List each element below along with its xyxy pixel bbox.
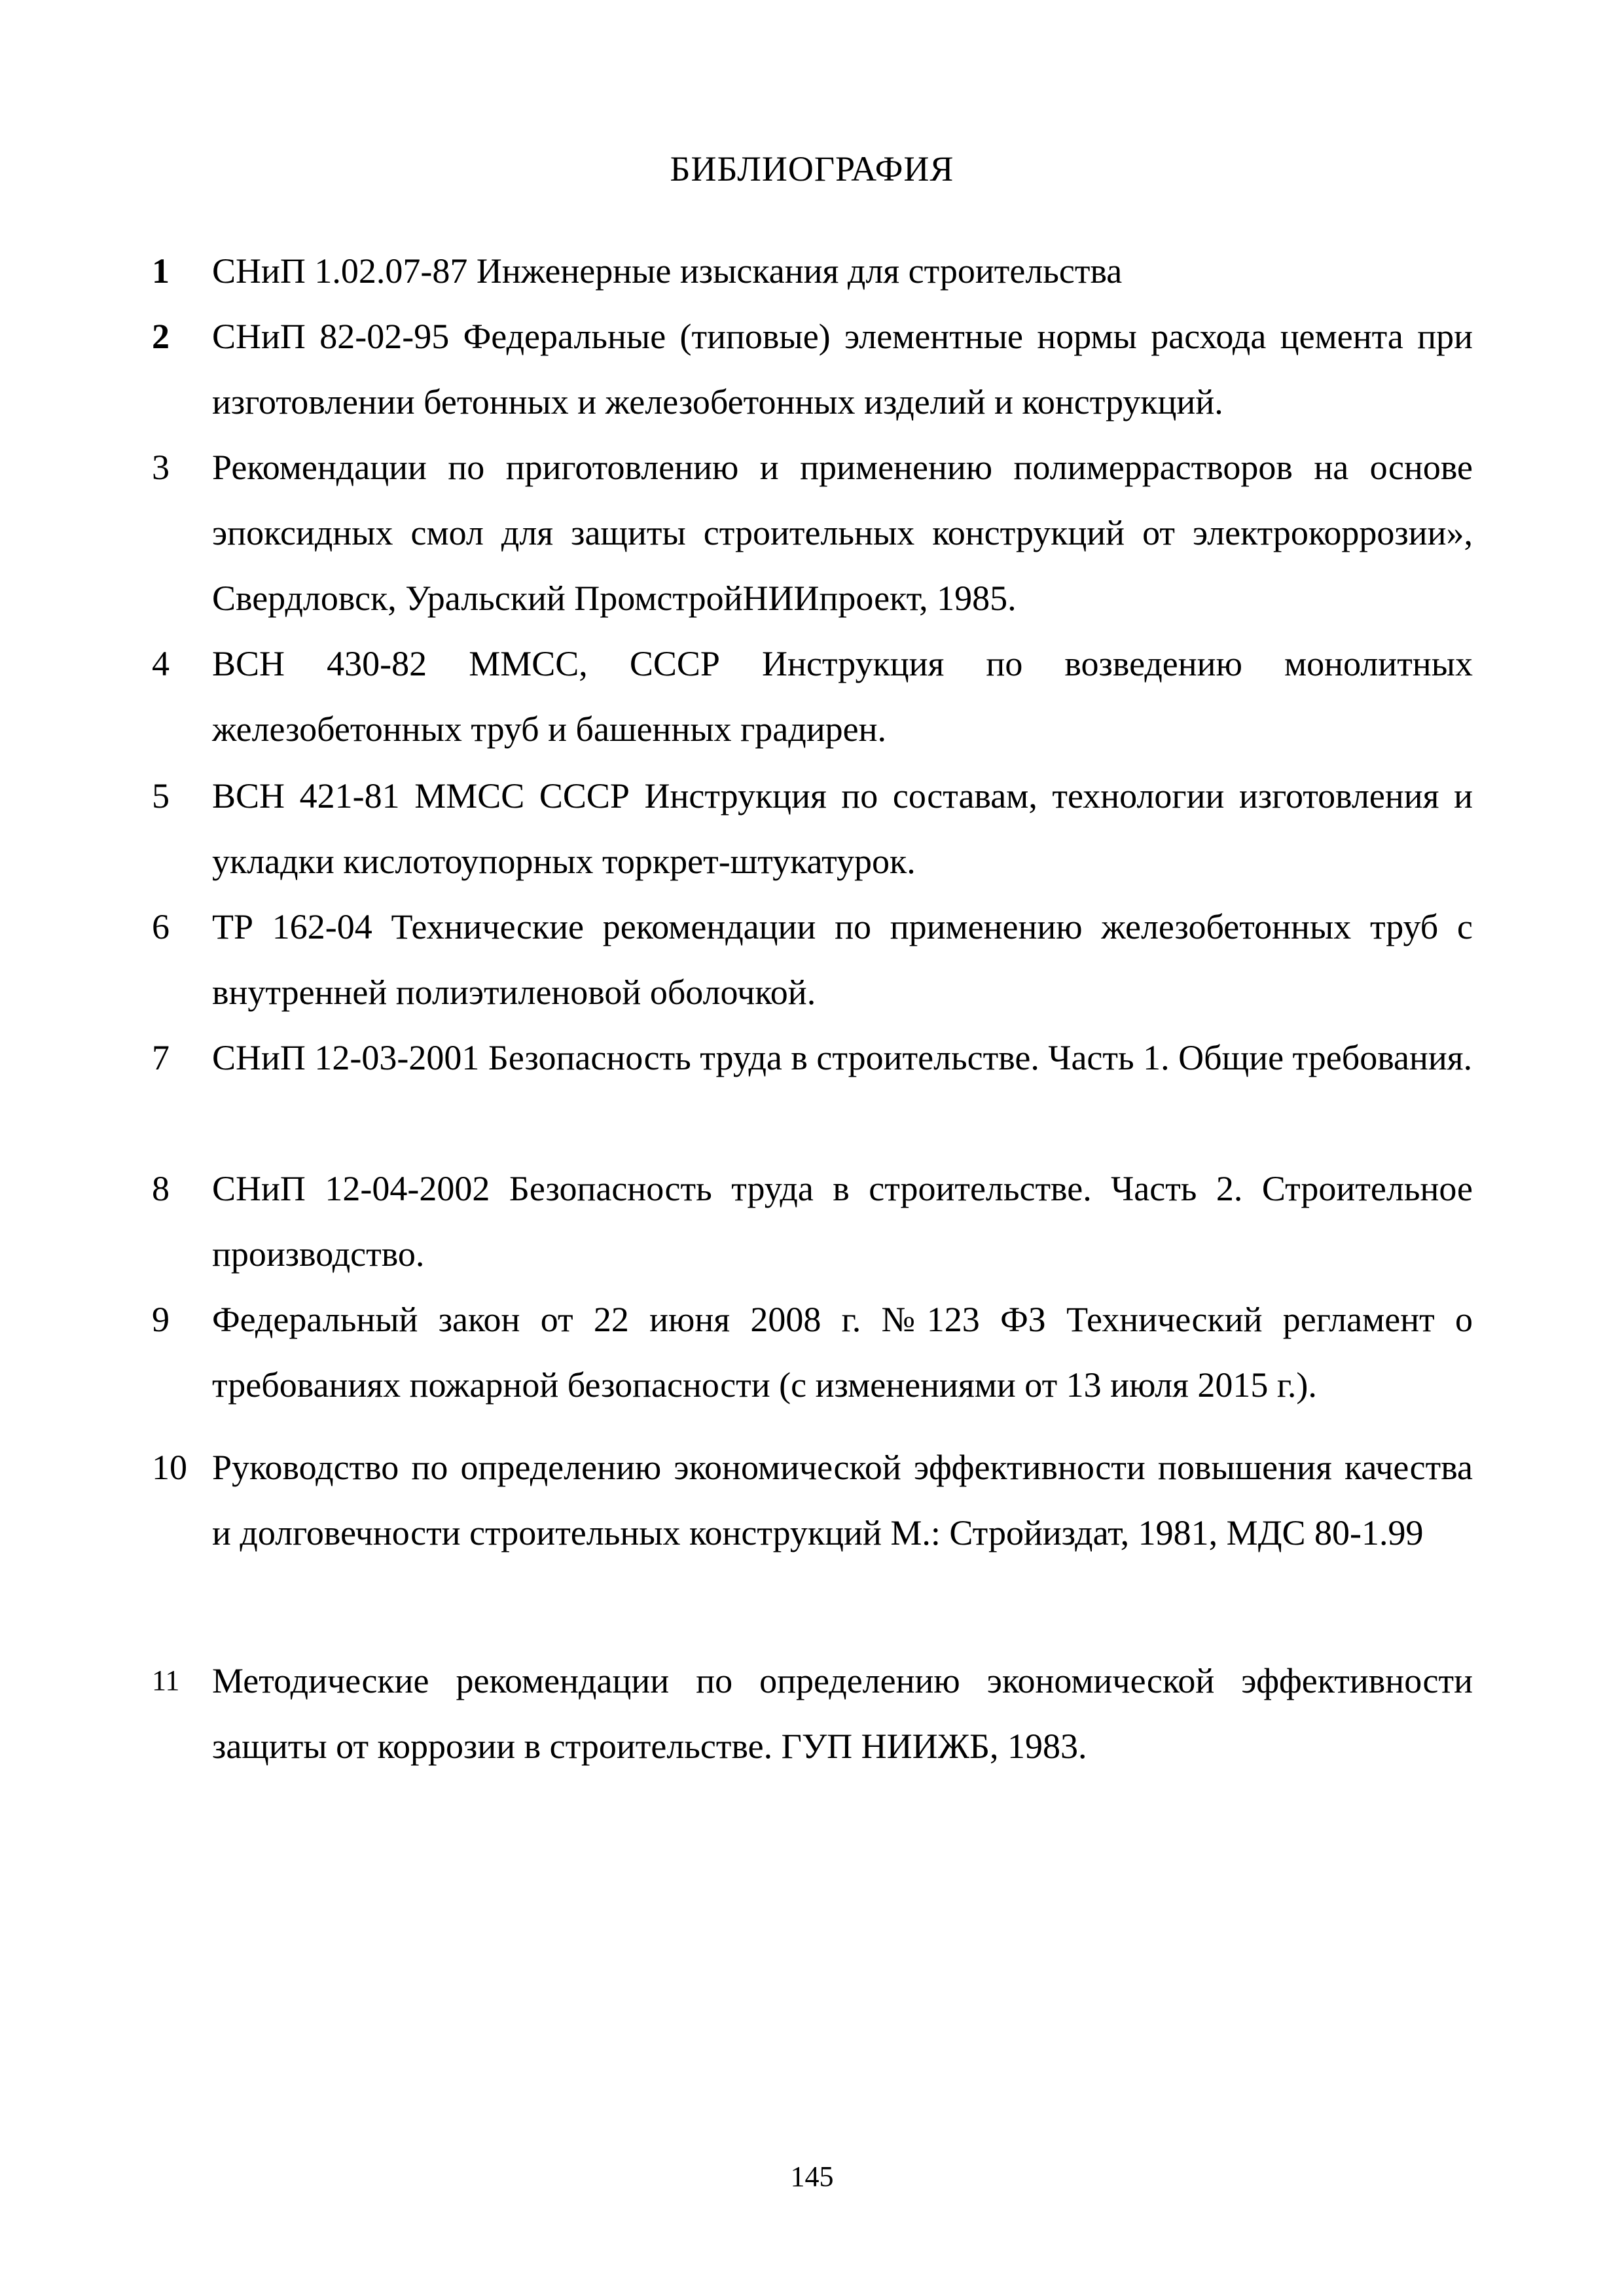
entry-text: СНиП 82-02-95 Федеральные (типовые) элементные нормы расхода цемента при изготовлении бетонных и железобетонных изделий и конструкций. [212, 317, 1473, 422]
entry-text: ТР 162-04 Технические рекомендации по применению железобетонных труб с внутренней полиэтиленовой оболочкой. [212, 907, 1473, 1012]
entry-number: 5 [152, 776, 170, 816]
entry-text: Федеральный закон от 22 июня 2008 г. №123 ФЗ Технический регламент о требованиях пожарной безопасности (с изменениями от 13 июля 2015 г.). [212, 1300, 1473, 1405]
entry-number: 7 [152, 1038, 170, 1077]
entry-number: 6 [152, 907, 170, 946]
entry-text: СНиП 1.02.07-87 Инженерные изыскания для строительства [212, 251, 1123, 291]
entry-text: Руководство по определению экономической эффективности повышения качества и долговечности строительных конструкций М.: Стройиздат, 1981, МДС 80-1.99 [212, 1448, 1473, 1552]
entry-number: 4 [152, 644, 170, 683]
bibliography-entry [152, 1435, 1473, 1566]
bibliography-entry [152, 894, 1473, 1025]
page-title: БИБЛИОГРАФИЯ [670, 149, 954, 188]
entry-text: Рекомендации по приготовлению и применению полимеррастворов на основе эпоксидных смол для защиты строительных конструкций от электрокоррозии», Свердловск, Уральский ПромстройНИИпроект, 1985. [212, 448, 1473, 618]
entry-number: 2 [152, 317, 170, 356]
entry-number: 3 [152, 448, 170, 487]
entry-number: 10 [152, 1448, 187, 1487]
bibliography-entry [152, 1025, 1473, 1090]
bibliography-entry [152, 631, 1473, 762]
bibliography-entry [152, 435, 1473, 631]
bibliography-entry [152, 304, 1473, 435]
bibliography-entry [152, 1156, 1473, 1287]
entry-text: ВСН 421-81 ММСС СССР Инструкция по составам, технологии изготовления и укладки кислотоупорных торкрет-штукатурок. [212, 776, 1473, 881]
bibliography-entry [152, 763, 1473, 894]
page-number: 145 [790, 2161, 834, 2193]
entry-text: Методические рекомендации по определению экономической эффективности защиты от коррозии в строительстве. ГУП НИИЖБ, 1983. [212, 1661, 1473, 1766]
entry-number: 9 [152, 1300, 170, 1339]
bibliography-entry [152, 1287, 1473, 1418]
entry-number: 1 [152, 251, 170, 291]
entry-text: ВСН 430-82 ММСС, СССР Инструкция по возведению монолитных железобетонных труб и башенных градирен. [212, 644, 1473, 749]
bibliography-entry [152, 1648, 1473, 1779]
entry-text: СНиП 12-03-2001 Безопасность труда в строительстве. Часть 1. Общие требования. [212, 1038, 1473, 1077]
entry-text: СНиП 12-04-2002 Безопасность труда в строительстве. Часть 2. Строительное производство. [212, 1169, 1473, 1274]
entry-number: 11 [152, 1664, 180, 1696]
entry-number: 8 [152, 1169, 170, 1208]
bibliography-entry [152, 238, 1473, 304]
